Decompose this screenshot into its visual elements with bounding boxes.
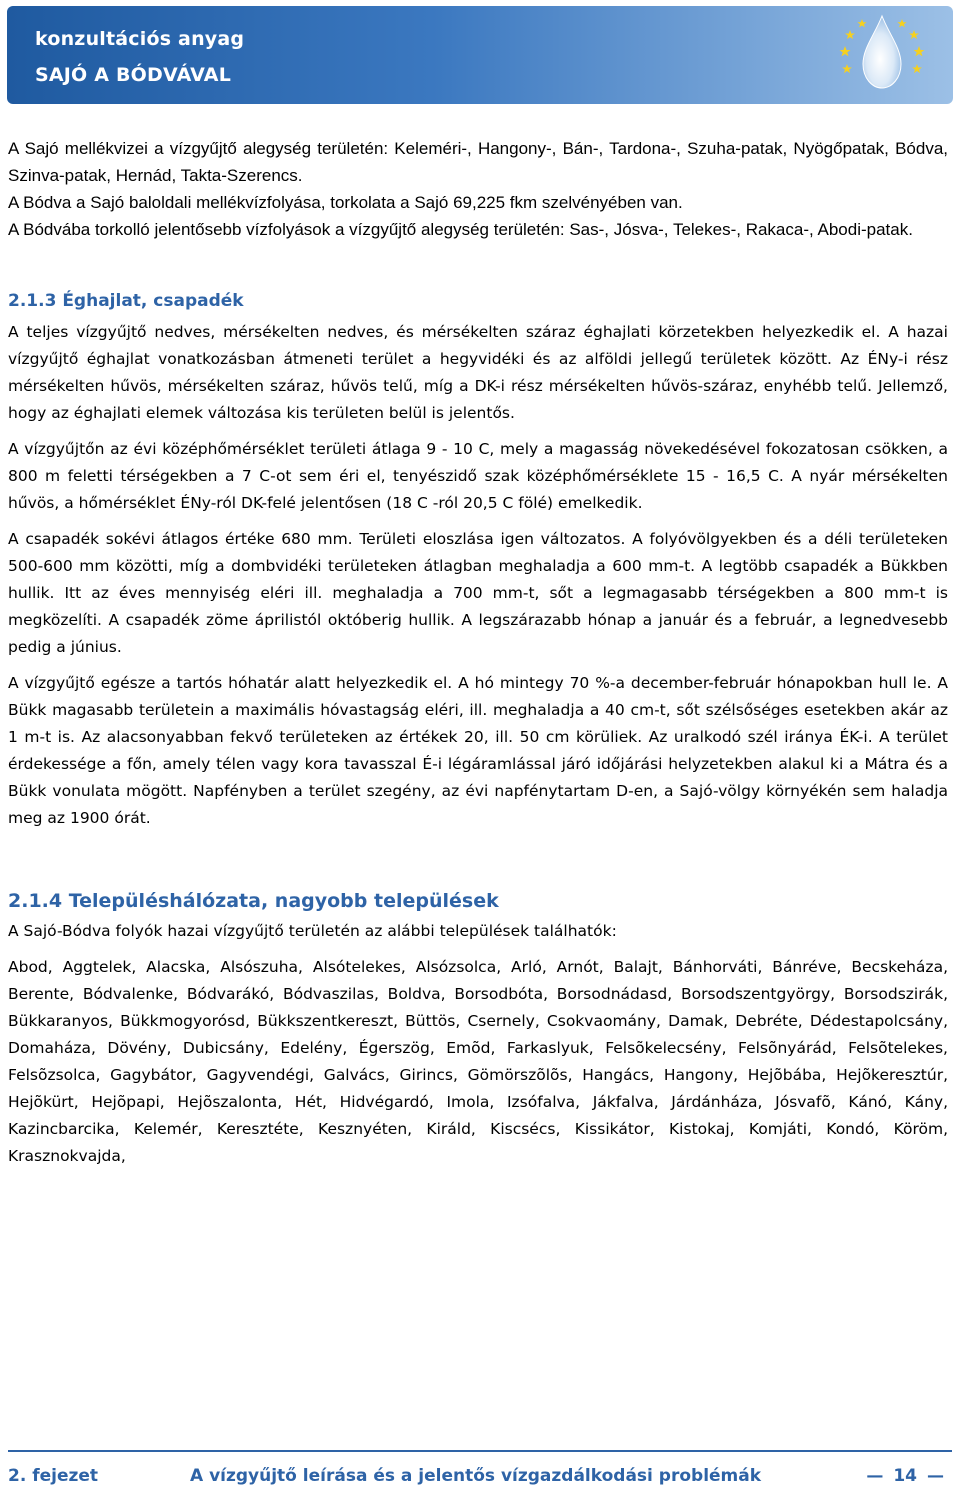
- page-number: — 14 —: [866, 1466, 944, 1486]
- section-2-1-3: [8, 291, 948, 311]
- climate-paragraph-2: A vízgyűjtőn az évi középhőmérséklet területi átlaga 9 - 10 C, mely a magasság növekedésével fokozatosan csökken, a 800 m feletti térségekben a 7 C-ot sem éri el, tenyészidő szak középhőmérséklete 15 - 16,5 C. A nyár mérsékelten hűvös, a hőmérséklet ÉNy-ról DK-felé jelentősen (18 C -ról 20,5 C fölé) emelkedik.: [8, 440, 948, 512]
- intro-paragraph-1: A Sajó mellékvizei a vízgyűjtő alegység területén: Keleméri-, Hangony-, Bán-, Tardona-, Szuha-patak, Nyögőpatak, Bódva, Szinva-patak, Hernád, Takta-Szerencs.: [8, 139, 948, 185]
- document-body: [8, 135, 948, 1170]
- footer-divider: [8, 1450, 952, 1452]
- section-2-1-4: [8, 890, 948, 912]
- page-header: [7, 6, 953, 104]
- climate-paragraph-4: A vízgyűjtő egésze a tartós hóhatár alatt helyezkedik el. A hó mintegy 70 %-a december-február hónapokban hull le. A Bükk magasabb területein a maximális hóvastagság eléri, ill. meghaladja a 40 cm-t, sőt szélsőséges esetekben akár az 1 m-t is. Az alacsonyabban fekvő területeken az értékek 20, ill. 50 cm körüliek. Az uralkodó szél iránya ÉK-i. A terület érdekessége a főn, amely télen vagy kora tavasszal É-i légáramlással járó időjárási helyzetekben alakul ki a Mátra és a Bükk vonulata mögött. Napfényben a terület szegény, az évi napfénytartam D-en, a Sajó-völgy környékén sem haladja meg az 1900 órát.: [8, 674, 948, 827]
- climate-paragraph-3: A csapadék sokévi átlagos értéke 680 mm. Területi eloszlása igen változatos. A folyóvölgyekben és a déli területeken 500-600 mm közötti, míg a dombvidéki területeken átlagban meghaladja a 600 mm-t. A legtöbb csapadék a Bükkben hullik. Itt az éves mennyiség eléri ill. meghaladja a 700 mm-t, sőt a legmagasabb térségekben a 800 mm-t is megközelíti. A csapadék zöme áprilistól októberig hullik. A legszárazabb hónap a január és a február, a legnedvesebb pedig a június.: [8, 530, 948, 656]
- settlements-intro: A Sajó-Bódva folyók hazai vízgyűjtő területén az alábbi települések találhatók:: [8, 922, 617, 940]
- section-heading: 2.1.4 Településhálózata, nagyobb települések: [8, 890, 499, 912]
- intro-paragraph-2: A Bódva a Sajó baloldali mellékvízfolyása, torkolata a Sajó 69,225 fkm szelvényében van.: [8, 193, 683, 212]
- header-subtitle: konzultációs anyag: [35, 28, 245, 50]
- section-heading: 2.1.3 Éghajlat, csapadék: [8, 291, 244, 311]
- settlements-list: Abod, Aggtelek, Alacska, Alsószuha, Alsótelekes, Alsózsolca, Arló, Arnót, Balajt, Bánhorváti, Bánréve, Becskeháza, Berente, Bódvalenke, Bódvarákó, Bódvaszilas, Boldva, Borsodbóta, Borsodnádasd, Borsodszentgyörgy, Borsodszirák, Bükkaranyos, Bükkmogyorósd, Bükkszentkereszt, Büttös, Csernely, Csokvaomány, Damak, Debréte, Dédestapolcsány, Domaháza, Dövény, Dubicsány, Edelény, Égerszög, Emõd, Farkaslyuk, Felsõkelecsény, Felsõnyárád, Felsõtelekes, Felsõzsolca, Gagybátor, Gagyvendégi, Galvács, Girincs, Gömörszõlõs, Hangács, Hangony, Hejõbába, Hejõkeresztúr, Hejõkürt, Hejõpapi, Hejõszalonta, Hét, Hidvégardó, Imola, Izsófalva, Jákfalva, Járdánháza, Jósvafõ, Kánó, Kány, Kazincbarcika, Kelemér, Keresztéte, Kesznyéten, Királd, Kiscsécs, Kissikátor, Kistokaj, Komjáti, Kondó, Köröm, Krasznokvajda,: [8, 958, 948, 1165]
- header-title: SAJÓ A BÓDVÁVAL: [35, 64, 232, 86]
- intro-paragraph-3: A Bódvába torkolló jelentősebb vízfolyások a vízgyűjtő alegység területén: Sas-, Jósva-, Telekes-, Rakaca-, Abodi-patak.: [8, 220, 913, 239]
- eu-water-drop-stars-logo-icon: [823, 8, 941, 102]
- footer-title: A vízgyűjtő leírása és a jelentős vízgazdálkodási problémák: [190, 1466, 762, 1486]
- climate-paragraph-1: A teljes vízgyűjtő nedves, mérsékelten nedves, és mérsékelten száraz éghajlati körzetekben helyezkedik el. A hazai vízgyűjtő éghajlat vonatkozásban átmeneti terület a hegyvidéki és az alföldi jellegű területek között. Az ÉNy-i rész mérsékelten hűvös, mérsékelten száraz, hűvös telű, míg a DK-i rész mérsékelten hűvös-száraz, enyhébb telű. Jellemző, hogy az éghajlati elemek változása kis területen belül is jelentős.: [8, 323, 948, 422]
- footer-chapter: 2. fejezet: [8, 1466, 99, 1486]
